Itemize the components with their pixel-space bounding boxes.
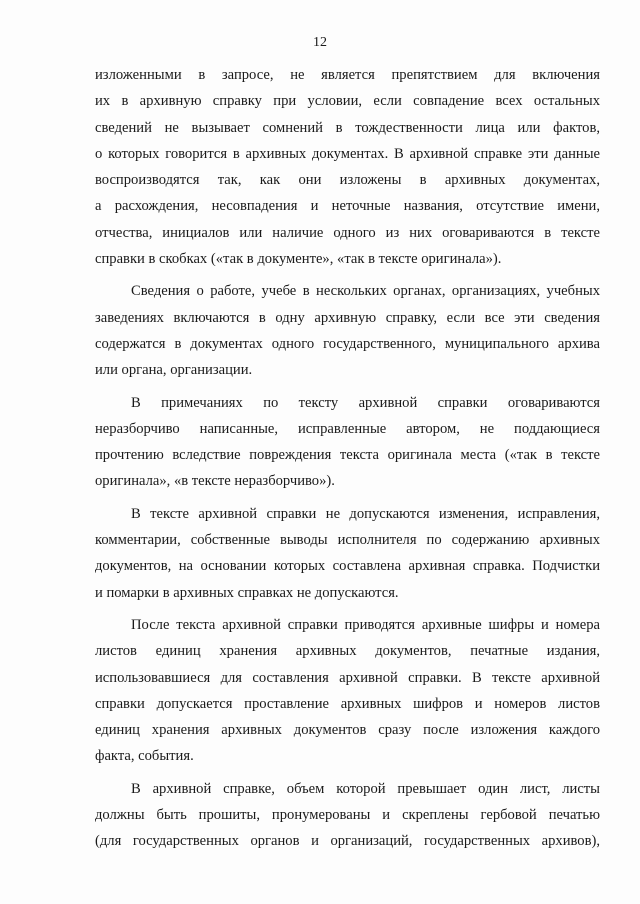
text-line: их в архивную справку при условии, если совпадение всех остальных	[95, 93, 600, 110]
text-line: справки в скобках («так в документе», «так в тексте оригинала»).	[95, 251, 502, 268]
text-line: о которых говорится в архивных документах. В архивной справке эти данные	[95, 145, 600, 162]
text-line: Сведения о работе, учебе в нескольких органах, организациях, учебных	[131, 283, 600, 300]
text-line: В архивной справке, объем которой превышает один лист, листы	[131, 780, 600, 797]
text-line: содержатся в документах одного государственного, муниципального архива	[95, 335, 600, 352]
paragraph	[95, 501, 600, 606]
text-line: изложенными в запросе, не является препятствием для включения	[95, 67, 600, 83]
text-line: справки допускается проставление архивных шифров и номеров листов	[95, 695, 600, 712]
text-line: воспроизводятся так, как они изложены в архивных документах,	[95, 172, 600, 189]
text-line: В тексте архивной справки не допускаются изменения, исправления,	[131, 505, 600, 522]
text-line: а расхождения, несовпадения и неточные названия, отсутствие имени,	[95, 198, 600, 215]
text-line: должны быть прошиты, пронумерованы и скреплены гербовой печатью	[95, 807, 600, 824]
text-line: неразборчиво написанные, исправленные автором, не поддающиеся	[95, 420, 600, 437]
text-line: использовавшиеся для составления архивной справки. В тексте архивной	[95, 669, 600, 686]
paragraph	[95, 278, 600, 383]
text-line: листов единиц хранения архивных документов, печатные издания,	[95, 643, 600, 660]
text-line: оригинала», «в тексте неразборчиво»).	[95, 473, 335, 490]
paragraph	[95, 390, 600, 495]
text-line: отчества, инициалов или наличие одного из них оговариваются в тексте	[95, 224, 600, 241]
paragraph	[95, 62, 600, 272]
text-line: сведений не вызывает сомнений в тождественности лица или фактов,	[95, 119, 600, 136]
document-body	[95, 62, 600, 855]
text-line: После текста архивной справки приводятся архивные шифры и номера	[131, 616, 600, 633]
paragraph	[95, 612, 600, 770]
text-line: или органа, организации.	[95, 362, 253, 379]
text-line: единиц хранения архивных документов сразу после изложения каждого	[95, 722, 600, 739]
text-line: факта, события.	[95, 748, 194, 765]
text-line: В примечаниях по тексту архивной справки оговариваются	[131, 394, 600, 411]
paragraph	[95, 776, 600, 855]
text-line: документов, на основании которых составлена архивная справка. Подчистки	[95, 558, 600, 575]
text-line: комментарии, собственные выводы исполнителя по содержанию архивных	[95, 532, 600, 549]
page-number: 12	[313, 35, 327, 50]
text-line: заведениях включаются в одну архивную справку, если все эти сведения	[95, 309, 600, 326]
text-line: (для государственных органов и организаций, государственных архивов),	[95, 833, 600, 850]
text-line: прочтению вследствие повреждения текста оригинала места («так в тексте	[95, 447, 600, 464]
text-line: и помарки в архивных справках не допускаются.	[95, 584, 399, 601]
